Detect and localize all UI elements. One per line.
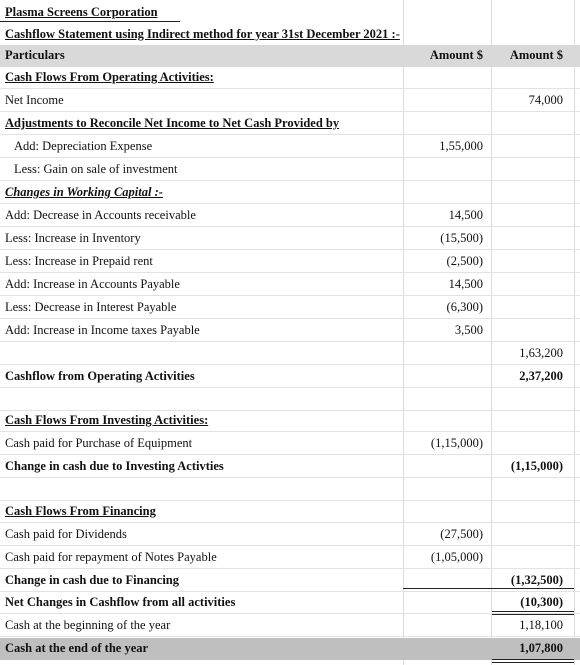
- interest-row: [0, 297, 580, 319]
- investing-total-label: Change in cash due to Investing Activties: [5, 459, 224, 473]
- prepaid-label: Less: Increase in Prepaid rent: [5, 254, 153, 268]
- subtitle-row: [0, 24, 580, 46]
- receivable-value: 14,500: [448, 208, 483, 222]
- net-income-label: Net Income: [5, 93, 64, 107]
- gain-label: Less: Gain on sale of investment: [14, 162, 178, 176]
- financing-total-rule: [403, 588, 574, 589]
- equipment-value: (1,15,000): [430, 436, 483, 450]
- inventory-row: [0, 228, 580, 250]
- title-underline: [0, 21, 180, 22]
- payable-label: Add: Increase in Accounts Payable: [5, 277, 180, 291]
- financing-heading-row: [0, 501, 580, 523]
- depreciation-label: Add: Depreciation Expense: [14, 139, 153, 153]
- notes-label: Cash paid for repayment of Notes Payable: [5, 550, 217, 564]
- financing-total-label: Change in cash due to Financing: [5, 573, 179, 587]
- investing-heading-row: [0, 410, 580, 432]
- notes-row: [0, 547, 580, 569]
- beginning-cash-row: [0, 615, 580, 637]
- financing-heading: Cash Flows From Financing: [5, 504, 156, 518]
- net-income-row: [0, 90, 580, 112]
- interest-label: Less: Decrease in Interest Payable: [5, 300, 177, 314]
- beginning-cash-label: Cash at the beginning of the year: [5, 618, 171, 632]
- prepaid-row: [0, 251, 580, 273]
- working-capital-heading: Changes in Working Capital :-: [5, 185, 163, 199]
- company-title: Plasma Screens Corporation: [5, 5, 158, 19]
- equipment-row: [0, 433, 580, 455]
- header-row: [0, 45, 580, 67]
- prepaid-value: (2,500): [446, 254, 483, 268]
- net-change-label: Net Changes in Cashflow from all activities: [5, 595, 236, 609]
- tax-value: 3,500: [454, 323, 483, 337]
- header-amount-1: Amount $: [429, 48, 483, 62]
- header-amount-2: Amount $: [509, 48, 563, 62]
- ending-cash-row: [0, 638, 580, 660]
- dividends-row: [0, 524, 580, 546]
- header-particulars: Particulars: [5, 48, 65, 62]
- net-change-value: (10,300): [520, 595, 563, 609]
- adjustments-heading: Adjustments to Reconcile Net Income to Net Cash Provided by: [5, 116, 340, 130]
- spacer-row-1: [0, 389, 580, 411]
- interest-value: (6,300): [446, 300, 483, 314]
- depreciation-row: [0, 136, 580, 158]
- operating-total-label: Cashflow from Operating Activities: [5, 369, 195, 383]
- payable-row: [0, 274, 580, 296]
- payable-value: 14,500: [448, 277, 483, 291]
- adjustments-total-value: 1,63,200: [519, 346, 563, 360]
- equipment-label: Cash paid for Purchase of Equipment: [5, 436, 193, 450]
- tax-label: Add: Increase in Income taxes Payable: [5, 323, 200, 337]
- adjustments-heading-row: [0, 113, 580, 135]
- investing-total-row: [0, 456, 580, 478]
- dividends-label: Cash paid for Dividends: [5, 527, 127, 541]
- ending-cash-label: Cash at the end of the year: [5, 641, 149, 655]
- tax-row: [0, 320, 580, 342]
- inventory-value: (15,500): [440, 231, 483, 245]
- beginning-cash-value: 1,18,100: [519, 618, 563, 632]
- ending-cash-double-rule: [492, 659, 574, 663]
- dividends-value: (27,500): [440, 527, 483, 541]
- receivable-label: Add: Decrease in Accounts receivable: [5, 208, 196, 222]
- receivable-row: [0, 205, 580, 227]
- operating-total-value: 2,37,200: [519, 369, 563, 383]
- adjustments-total-row: [0, 343, 580, 365]
- operating-heading-row: [0, 67, 580, 89]
- ending-cash-value: 1,07,800: [519, 641, 563, 655]
- investing-heading: Cash Flows From Investing Activities:: [5, 413, 209, 427]
- notes-value: (1,05,000): [430, 550, 483, 564]
- operating-heading: Cash Flows From Operating Activities:: [5, 70, 214, 84]
- investing-total-value: (1,15,000): [510, 459, 563, 473]
- spacer-row-2: [0, 479, 580, 501]
- inventory-label: Less: Increase in Inventory: [5, 231, 141, 245]
- net-income-value: 74,000: [528, 93, 563, 107]
- working-capital-heading-row: [0, 182, 580, 204]
- net-change-rule: [492, 611, 574, 615]
- financing-total-value: (1,32,500): [510, 573, 563, 587]
- operating-total-row: [0, 366, 580, 388]
- depreciation-value: 1,55,000: [439, 139, 483, 153]
- gain-row: [0, 159, 580, 181]
- statement-subtitle: Cashflow Statement using Indirect method for year 31st December 2021 :-: [5, 27, 400, 41]
